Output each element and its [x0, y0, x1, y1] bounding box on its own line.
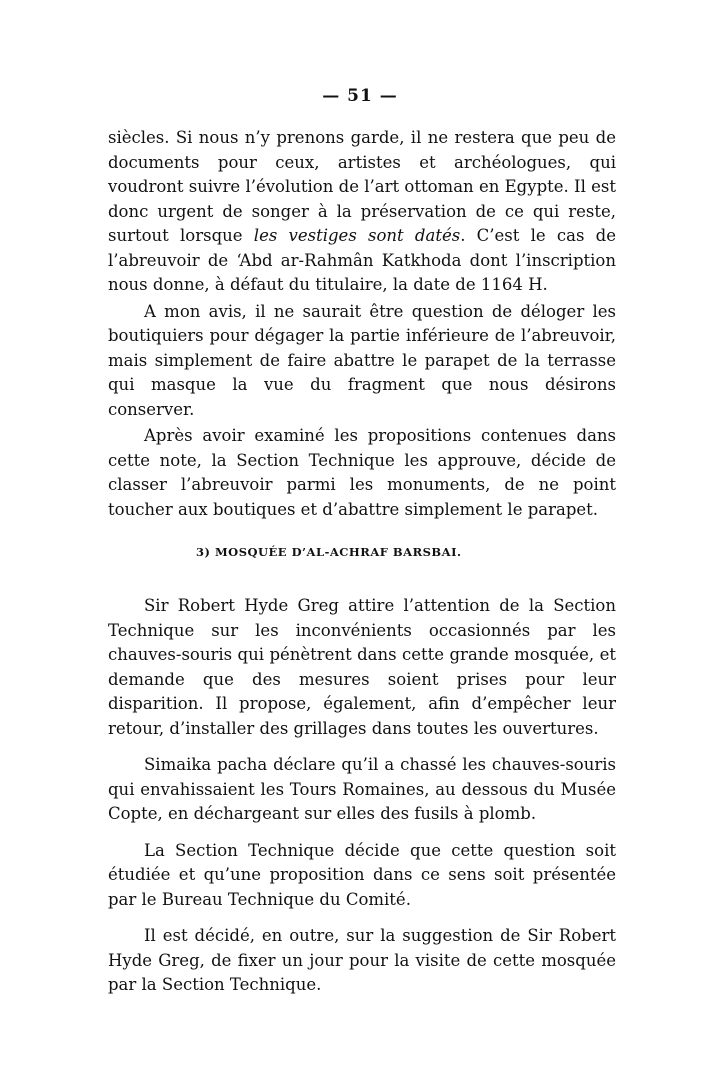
lower-text-block — [108, 594, 616, 998]
paragraph-study: La Section Technique décide que cette question soit étudiée et qu’une proposition dans ce sens soit présentée par le Bureau Technique du Comité. — [108, 840, 616, 909]
paragraph-intro-text: siècles. Si nous n’y prenons garde, il ne restera que peu de documents pour ceux, artistes et archéologues, qui voudront suivre l’évolution de l’art ottoman en Egypte. Il est donc urgent de songer à la préservation de ce qui reste, surtout lorsque — [108, 128, 616, 245]
paragraph-simaika: Simaika pacha déclare qu’il a chassé les chauves-souris qui envahissaient les Tours Romaines, au dessous du Musée Copte, en déchargeant sur elles des fusils à plomb. — [108, 755, 616, 823]
paragraph-decision: Après avoir examiné les propositions contenues dans cette note, la Section Technique les approuve, décide de classer l’abreuvoir parmi les monuments, de ne point toucher aux boutiques et d’abattre simplement le parapet. — [108, 426, 616, 519]
page-number: — 51 — — [322, 86, 398, 106]
paragraph-greg: Sir Robert Hyde Greg attire l’attention de la Section Technique sur les inconvénients occasionnés par les chauves-souris qui pénètrent dans cette grande mosquée, et demande que des mesures soient prises pour leur disparition. Il propose, également, afin d’empêcher leur retour, d’installer des grillages dans toutes les ouvertures. — [108, 596, 616, 738]
section-heading: 3) MOSQUÉE D’AL-ACHRAF BARSBAI. — [196, 545, 462, 559]
paragraph-intro-text-end: . C’est le cas de l’abreuvoir de ‘Abd ar-Rahmân Katkhoda dont l’inscription nous donne, à défaut du titulaire, la date de 1164 H. — [108, 226, 617, 294]
paragraph-opinion: A mon avis, il ne saurait être question de déloger les boutiquiers pour dégager la partie inférieure de l’abreuvoir, mais simplement de faire abattre le parapet de la terrasse qui masque la vue du fragment que nous désirons conserver. — [108, 301, 616, 419]
paragraph-intro-italic: les vestiges sont datés — [253, 226, 461, 245]
paragraph-visit: Il est décidé, en outre, sur la suggestion de Sir Robert Hyde Greg, de fixer un jour pour la visite de cette mosquée par la Section Technique. — [108, 926, 616, 994]
paragraph-intro — [108, 126, 616, 298]
upper-text-block — [108, 126, 616, 522]
